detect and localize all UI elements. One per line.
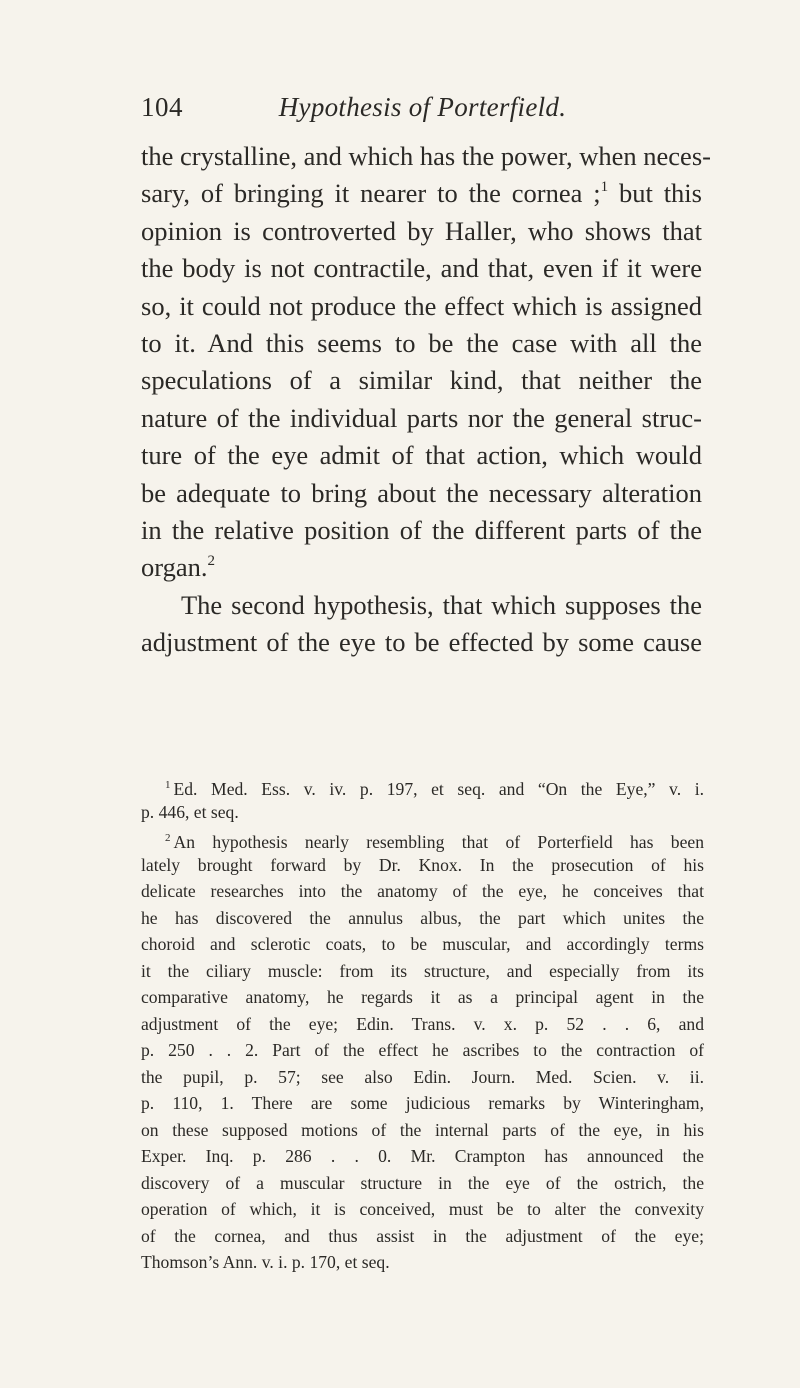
footnote-text: An hypothesis nearly resembling that of Porterfield has been [173, 832, 704, 852]
body-line: be adequate to bring about the necessary alteration [141, 477, 702, 508]
body-line: opinion is controverted by Haller, who shows that [141, 215, 702, 246]
footnote-line: it the ciliary muscle: from its structure, and especially from its [141, 960, 704, 981]
footnote-line: adjustment of the eye; Edin. Trans. v. x. p. 52 . . 6, and [141, 1013, 704, 1034]
footnote-line: of the cornea, and thus assist in the adjustment of the eye; [141, 1225, 704, 1246]
running-head: Hypothesis of Porterfield. [278, 92, 567, 122]
body-line [141, 549, 702, 586]
body-line: adjustment of the eye to be effected by some cause [141, 627, 702, 658]
footnote-line: p. 110, 1. There are some judicious remarks by Winteringham, [141, 1093, 704, 1113]
footnote-line [141, 825, 704, 852]
body-text [141, 138, 711, 661]
body-line [141, 175, 702, 212]
footnote-line: comparative anatomy, he regards it as a principal agent in the [141, 987, 704, 1007]
body-line-text: organ. [141, 552, 208, 583]
body-line: nature of the individual parts nor the general struc- [141, 402, 702, 433]
footnote-line: Exper. Inq. p. 286 . . 0. Mr. Crampton has announced the [141, 1146, 704, 1166]
footnote-line: lately brought forward by Dr. Knox. In the prosecution of his [141, 854, 704, 875]
footnote-line: operation of which, it is conceived, must be to alter the convexity [141, 1199, 704, 1219]
footnote-marker: 2 [165, 832, 171, 844]
body-line: ture of the eye admit of that action, which would [141, 440, 702, 471]
footnote-line: delicate researches into the anatomy of the eye, he conceives that [141, 881, 704, 901]
footnote-line: the pupil, p. 57; see also Edin. Journ. Med. Scien. v. ii. [141, 1066, 704, 1087]
footnote-line [141, 772, 704, 799]
footnote-line: on these supposed motions of the internal parts of the eye, in his [141, 1119, 704, 1140]
body-line: in the relative position of the different parts of the [141, 514, 702, 545]
body-line: so, it could not produce the effect which is assigned [141, 290, 702, 321]
footnote-reference: 2 [207, 553, 215, 570]
body-line: speculations of a similar kind, that neither the [141, 365, 702, 396]
footnote-reference: 1 [600, 179, 609, 196]
body-line: the crystalline, and which has the power, when neces- [141, 141, 711, 171]
footnote-line: discovery of a muscular structure in the eye of the ostrich, the [141, 1172, 704, 1193]
footnote-text: Ed. Med. Ess. v. iv. p. 197, et seq. and “On the Eye,” v. i. [173, 779, 704, 799]
footnote-line: choroid and sclerotic coats, to be muscular, and accordingly terms [141, 934, 704, 954]
body-line: the body is not contractile, and that, even if it were [141, 253, 702, 284]
page-number: 104 [141, 92, 183, 122]
footnotes [141, 772, 704, 1276]
footnote-line: he has discovered the annulus albus, the part which unites the [141, 907, 704, 928]
body-line-text: sary, of bringing it nearer to the cornea ; [141, 178, 601, 209]
page-header [141, 92, 704, 132]
footnote-line: Thomson’s Ann. v. i. p. 170, et seq. [141, 1252, 390, 1272]
footnote-line: p. 250 . . 2. Part of the effect he ascribes to the contraction of [141, 1040, 704, 1060]
body-line: The second hypothesis, that which supposes the [181, 589, 702, 620]
footnote-line: p. 446, et seq. [141, 801, 239, 822]
body-line: to it. And this seems to be the case with all the [141, 327, 702, 358]
footnote-marker: 1 [165, 779, 171, 791]
body-line-tail: but this [608, 178, 702, 209]
